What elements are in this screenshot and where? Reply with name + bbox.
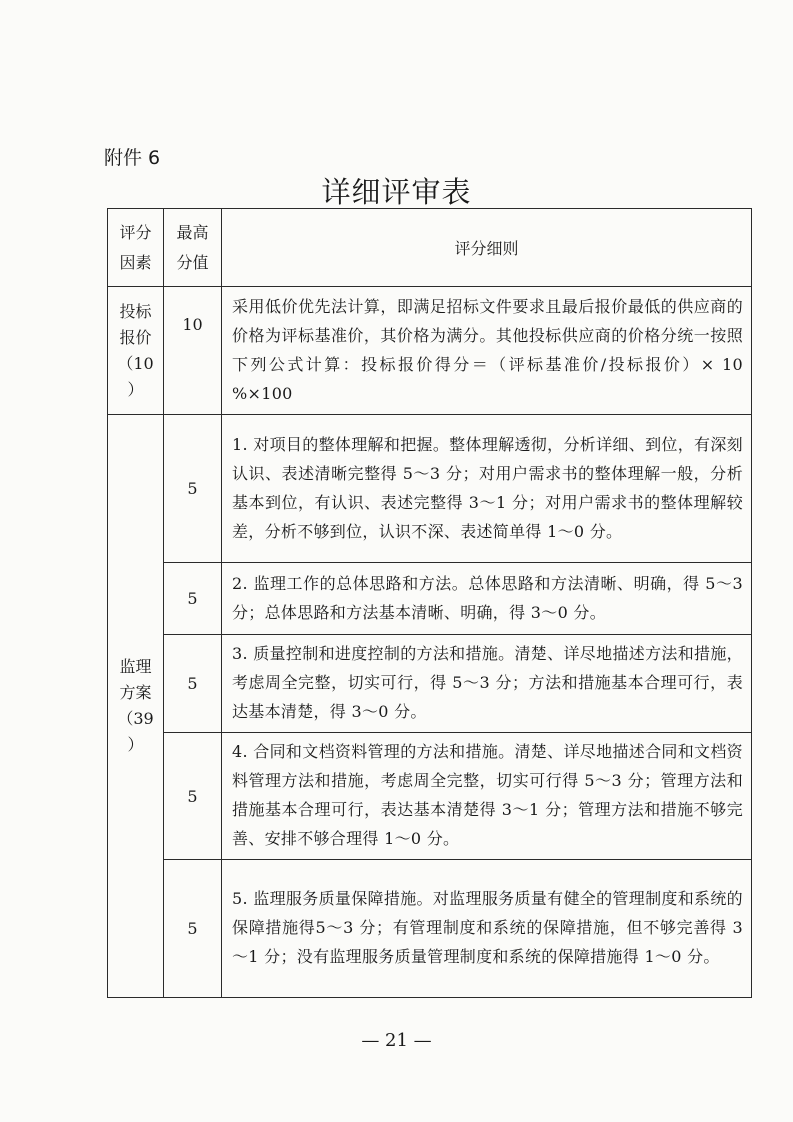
table-row bbox=[108, 415, 752, 563]
page-title: 详细评审表 bbox=[321, 175, 472, 209]
item-details: 2. 监理工作的总体思路和方法。总体思路和方法清晰、明确，得 5～3 分；总体思路和方法基本清晰、明确，得 3～0 分。 bbox=[222, 563, 752, 635]
item-max-score: 5 bbox=[164, 733, 222, 860]
table-header-row bbox=[108, 209, 752, 287]
evaluation-table bbox=[107, 208, 752, 998]
price-max-score: 10 bbox=[164, 287, 222, 415]
item-details: 3. 质量控制和进度控制的方法和措施。清楚、详尽地描述方法和措施，考虑周全完整，切实可行，得 5～3 分；方法和措施基本合理可行，表达基本清楚，得 3～0 分。 bbox=[222, 635, 752, 733]
header-max-score-text: 最高 分值 bbox=[176, 222, 209, 272]
item-max-score: 5 bbox=[164, 415, 222, 563]
table-row bbox=[108, 563, 752, 635]
price-details: 采用低价优先法计算，即满足招标文件要求且最后报价最低的供应商的价格为评标基准价，其价格为满分。其他投标供应商的价格分统一按照下列公式计算：投标报价得分＝（评标基准价/投标报价）× 10 %×100 bbox=[222, 287, 752, 415]
table-row bbox=[108, 733, 752, 860]
header-factor-text: 评分 因素 bbox=[119, 222, 152, 272]
table-row bbox=[108, 635, 752, 733]
item-max-score: 5 bbox=[164, 563, 222, 635]
item-details: 4. 合同和文档资料管理的方法和措施。清楚、详尽地描述合同和文档资料管理方法和措施，考虑周全完整，切实可行得 5～3 分；管理方法和措施基本合理可行，表达基本清楚得 3～1 分；管理方法和措施不够完善、安排不够合理得 1～0 分。 bbox=[222, 733, 752, 860]
header-max-score bbox=[164, 209, 222, 287]
attachment-label: 附件 6 bbox=[104, 147, 161, 169]
page-number: — 21 — bbox=[361, 1030, 432, 1051]
item-details: 1. 对项目的整体理解和把握。整体理解透彻，分析详细、到位，有深刻认识、表述清晰完整得 5～3 分；对用户需求书的整体理解一般，分析基本到位，有认识、表述完整得 3～1 分；对用户需求书的整体理解较差，分析不够到位，认识不深、表述简单得 1～0 分。 bbox=[222, 415, 752, 563]
table-row bbox=[108, 860, 752, 998]
item-max-score: 5 bbox=[164, 635, 222, 733]
item-max-score: 5 bbox=[164, 860, 222, 998]
price-factor-text: 投标 报价 （10 ） bbox=[117, 301, 154, 399]
price-factor bbox=[108, 287, 164, 415]
header-factor bbox=[108, 209, 164, 287]
supervision-factor-text: 监理 方案 （39 ） bbox=[117, 657, 154, 754]
supervision-factor bbox=[108, 415, 164, 998]
header-details: 评分细则 bbox=[222, 209, 752, 287]
table-row-price bbox=[108, 287, 752, 415]
item-details: 5. 监理服务质量保障措施。对监理服务质量有健全的管理制度和系统的保障措施得5～3 分；有管理制度和系统的保障措施，但不够完善得 3～1 分；没有监理服务质量管理制度和系统的保障措施得 1～0 分。 bbox=[222, 860, 752, 998]
